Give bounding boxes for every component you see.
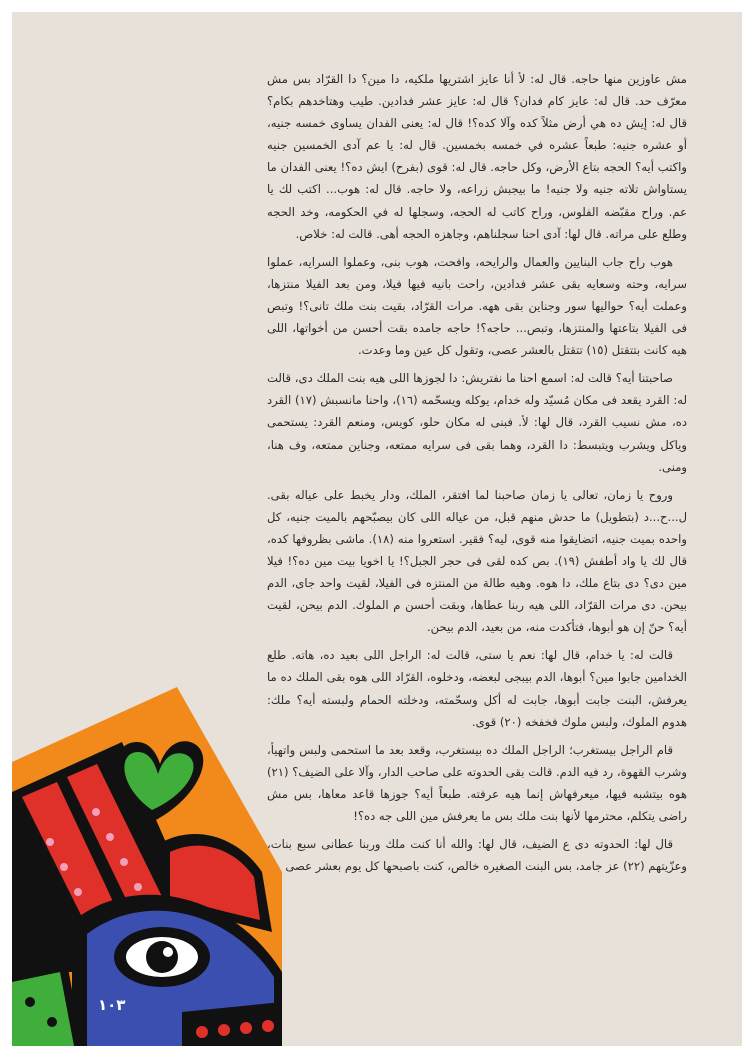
paragraph-7: قال لها: الحدوته دى ع الضيف، قال لها: والله أنا كنت ملك وربنا عطانى سبع بنات، وعزّيتهم (٢٢) عز جامد، بس البنت الصغيره خالص، كنت باصبحها كل يوم بعشر عصى xyxy=(267,837,687,874)
paragraph-5: قالت له: يا خدام، قال لها: نعم يا ستى، قالت له: الراجل اللى بعيد ده، هاته. طلع الخدامين جابوا مين؟ أبوها، الدم بيبجى لبعضه، ودخلوه، القرّاد اللى هوه بقى الملك ده ما يعرفش، البنت جابت أبوها، جابت له أكل وسحّمته، ودخلته الحمام ولبسته أيه؟ ملك: هدوم الملوك، ولبس ملوك فخفخه (٢٠) قوى. xyxy=(267,648,687,729)
paragraph-1: مش عاوزين منها حاجه. قال له: لأ أنا عايز اشتريها ملكيه، دا مين؟ دا القرّاد بس مش معرّف حد. قال له: عايز كام فدان؟ قال له: عايز عشر فدادين. طيب وهتاخدهم بكام؟ قال له: إيش ده هي أرض مثلاً كده وآلا كده؟! قال له: يعنى الفدان يساوى خمسه جنيه، أو عشره جنيه: طبعاً عشره في خمسه بخمسين. قال له: يا عم آدى الخمسين جنيه واكتب أيه؟ الحجه بتاع الأرض، وكل حاجه. قال له: قوى (بفرح) ايش ده؟! يعنى الفدان ما يستاواش تلاته جنيه ولا جنيه! ما بيجبش زراعه، ولا حاجه. قال له: هوب... اكتب لك يا عم. وراح مقبّضه الفلوس، وراح كاتب له الحجه، وسجلها له في الحكومه، وخد الحجه وطلع على مراته. قال لها: آدى احنا سجلناهم، وجاهزه الحجه أهى. قالت له: خلاص. xyxy=(267,72,687,241)
paragraph-2: هوب راح جاب البنايين والعمال والرايحه، وافحت، هوب بنى، وعملوا السرايه، عملوا سرايه، وحته وسعايه بقى عشر فدادين، راحت بانيه فيها فيلا، ومن بعد الفيلا منتزها، وعملت أيه؟ حواليها سور وجناين بقى ههه. مرات القرّاد، بقيت بنت ملك تانى؟! وتبص فى الفيلا بتاعتها والمنتزها، وتبص... حاجه؟! حاجه جامده بقت أحسن من أخواتها، اللى هيه كانت بتتقتل (١٥) تتقتل بالعشر عصى، وتقول كل عين وما وعدت. xyxy=(267,254,687,358)
body-text xyxy=(267,68,687,883)
paragraph-4: وروح يا زمان، تعالى يا زمان صاحبنا لما افتقر، الملك، ودار يخبط على عياله بقى. ل...ح...د (بتطويل) ما حدش منهم قبل، من عياله اللى كان بيصبّحهم بالميت جنيه، كل واحده بميت جنيه، اتضايقوا منه قوى، ليه؟ فقير. استعروا منه (١٨). ماشى بظروفها كده، قال لك يا واد أطفش (١٩). بص كده لقى فى حجر الجبل؟! يا اخويا بيت مين ده؟! فيلا مين دى؟ دى بتاع ملك، دا هوه. وهيه طالة من المنتزه فى الفيلا، لقيت واحد جاى، الدم بيحن. دى مرات القرّاد، اللى هيه ربنا عطاها، وبقت أحسن م الملوك. الدم بيحن، لقيت أيه؟ حنّ إن هو أبوها، فتأكدت منه، من بعيد، الدم بيحن. xyxy=(267,487,687,635)
paragraph-6: قام الراجل بيستغرب؛ الراجل الملك ده بيستغرب، وقعد بعد ما استحمى ولبس واتهيأ، وشرب القهوة، رد فيه الدم. قالت بقى الحدوته على صاحب الدار، وآلا على الضيف؟ (٢١) هوه بيتشبه فيها، ميعرفهاش إنما هيه عرفته. طبعاً أيه؟ جوزها قاعد معاها، بس مش راضى يتكلم، محترمها لأنها بنت ملك بس ما يعرفش مين اللى جه ده؟! xyxy=(267,742,687,823)
page-number: ١٠٣ xyxy=(98,996,126,1014)
book-page xyxy=(12,12,742,1046)
paragraph-3: صاحبتنا أيه؟ قالت له: اسمع احنا ما نفتريش: دا لجوزها اللى هيه بنت الملك دى، قالت له: القرد يقعد فى مكان مُسيّد وله خدام، يوكله ويسحّمه (١٦)، واحنا مانسبش (١٧) القرد ده، مش نسيب القرد، قال لها: لأ. فبنى له مكان حلو، كويس، ومنعم القرد: يستحمى وياكل ويشرب ويتبسط: دا القرد، وهما بقى فى سرايه ممتعه، وجناين ممتعه، وف هنا، ومنى. xyxy=(267,371,687,474)
decorative-fish-illustration xyxy=(12,672,282,1046)
